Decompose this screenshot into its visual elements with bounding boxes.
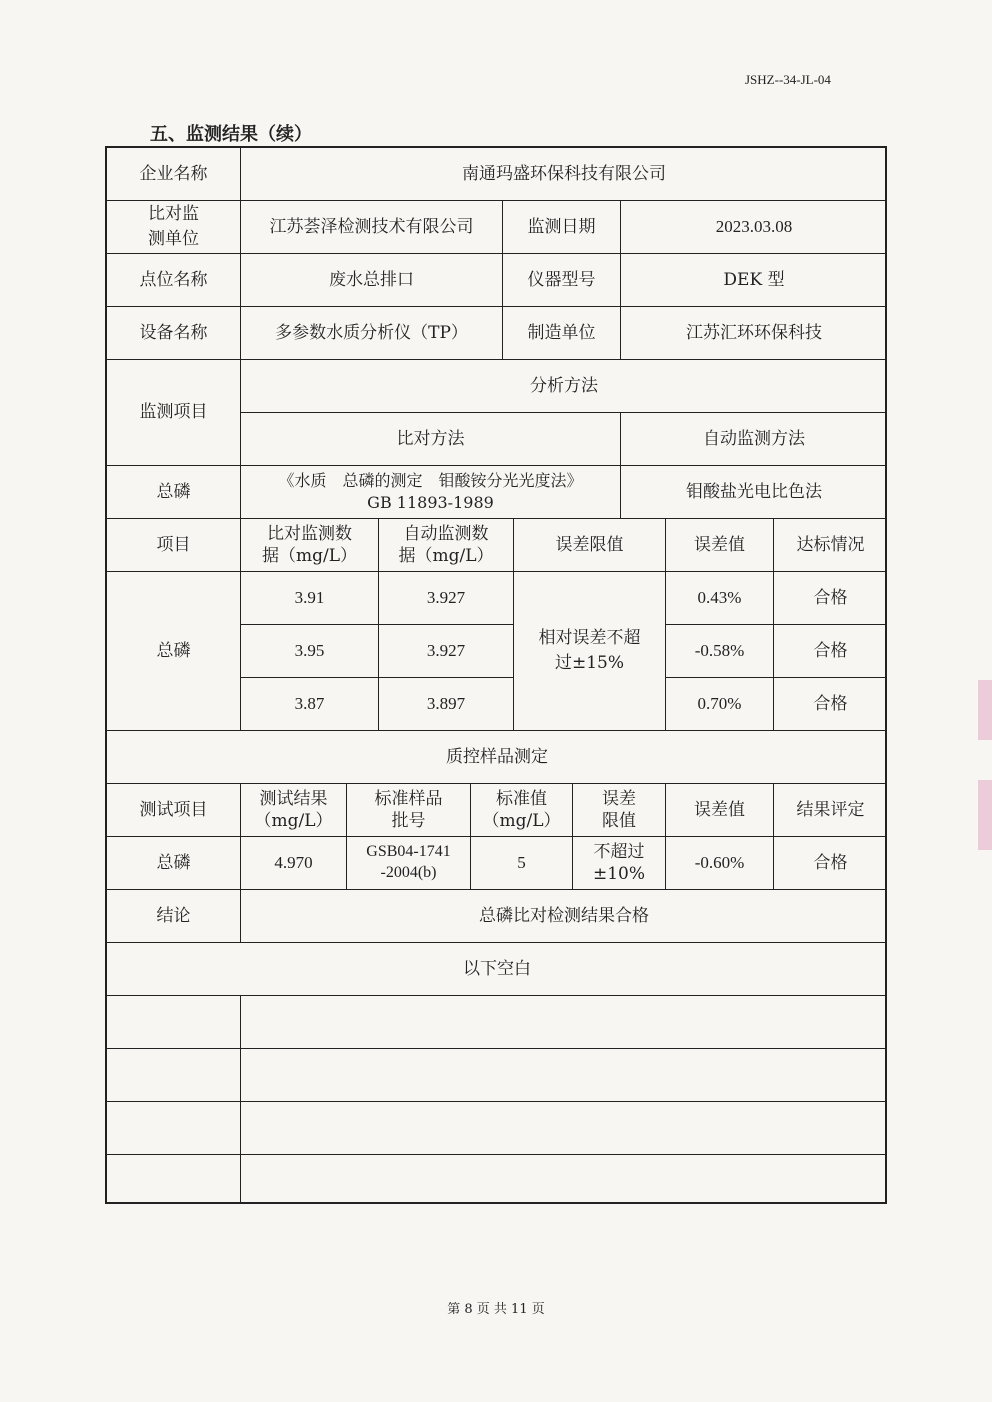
- compare-method-label: 比对方法: [241, 413, 621, 466]
- comparison-header-item: 项目: [107, 519, 241, 572]
- comparison-ref-1: 3.91: [241, 572, 379, 625]
- qc-item: 总磷: [107, 837, 241, 890]
- comparison-error-1: 0.43%: [666, 572, 774, 625]
- maker-value: 江苏汇环环保科技: [621, 307, 887, 360]
- conclusion-value: 总磷比对检测结果合格: [241, 890, 887, 943]
- empty-cell: [241, 996, 887, 1049]
- monitoring-results-table: [105, 146, 887, 1204]
- company-value: 南通玛盛环保科技有限公司: [241, 148, 887, 201]
- document-code: JSHZ--34-JL-04: [745, 72, 831, 87]
- comparison-auto-3: 3.897: [379, 678, 514, 731]
- empty-cell: [107, 1049, 241, 1102]
- auto-method-value: 钼酸盐光电比色法: [621, 466, 887, 519]
- conclusion-label: 结论: [107, 890, 241, 943]
- qc-header-error: 误差值: [666, 784, 774, 837]
- section-title: 五、监测结果（续）: [150, 124, 312, 145]
- compare-unit-label: 比对监 测单位: [107, 201, 241, 254]
- maker-label: 制造单位: [503, 307, 621, 360]
- comparison-header-limit: 误差限值: [514, 519, 666, 572]
- site-value: 废水总排口: [241, 254, 503, 307]
- comparison-ref-2: 3.95: [241, 625, 379, 678]
- site-label: 点位名称: [107, 254, 241, 307]
- seal-fragment: [978, 780, 992, 850]
- empty-cell: [241, 1155, 887, 1202]
- comparison-ref-3: 3.87: [241, 678, 379, 731]
- blank-note: 以下空白: [107, 943, 887, 996]
- comparison-auto-1: 3.927: [379, 572, 514, 625]
- comparison-limit: 相对误差不超 过±15%: [514, 572, 666, 731]
- comparison-result-3: 合格: [774, 678, 887, 731]
- comparison-error-3: 0.70%: [666, 678, 774, 731]
- qc-limit: 不超过 ±10%: [573, 837, 666, 890]
- device-value: 多参数水质分析仪（TP）: [241, 307, 503, 360]
- empty-cell: [107, 1102, 241, 1155]
- qc-header-result: 测试结果 （mg/L）: [241, 784, 347, 837]
- empty-cell: [241, 1102, 887, 1155]
- comparison-header-auto: 自动监测数 据（mg/L）: [379, 519, 514, 572]
- model-label: 仪器型号: [503, 254, 621, 307]
- compare-unit-value: 江苏荟泽检测技术有限公司: [241, 201, 503, 254]
- analysis-method-label: 分析方法: [241, 360, 887, 413]
- device-label: 设备名称: [107, 307, 241, 360]
- comparison-header-error: 误差值: [666, 519, 774, 572]
- method-param: 总磷: [107, 466, 241, 519]
- comparison-error-2: -0.58%: [666, 625, 774, 678]
- comparison-result-2: 合格: [774, 625, 887, 678]
- comparison-header-result: 达标情况: [774, 519, 887, 572]
- qc-header-item: 测试项目: [107, 784, 241, 837]
- page-footer: 第 8 页 共 11 页: [447, 1302, 545, 1317]
- empty-cell: [107, 996, 241, 1049]
- qc-header-std: 标准值 （mg/L）: [471, 784, 573, 837]
- comparison-param: 总磷: [107, 572, 241, 731]
- qc-error: -0.60%: [666, 837, 774, 890]
- qc-eval: 合格: [774, 837, 887, 890]
- qc-result: 4.970: [241, 837, 347, 890]
- comparison-header-ref: 比对监测数 据（mg/L）: [241, 519, 379, 572]
- qc-header-batch: 标准样品 批号: [347, 784, 471, 837]
- seal-fragment: [978, 680, 992, 740]
- company-label: 企业名称: [107, 148, 241, 201]
- qc-std: 5: [471, 837, 573, 890]
- model-value: DEK 型: [621, 254, 887, 307]
- comparison-auto-2: 3.927: [379, 625, 514, 678]
- qc-header-eval: 结果评定: [774, 784, 887, 837]
- auto-method-label: 自动监测方法: [621, 413, 887, 466]
- qc-title: 质控样品测定: [107, 731, 887, 784]
- empty-cell: [107, 1155, 241, 1202]
- date-label: 监测日期: [503, 201, 621, 254]
- date-value: 2023.03.08: [621, 201, 887, 254]
- comparison-result-1: 合格: [774, 572, 887, 625]
- qc-header-limit: 误差 限值: [573, 784, 666, 837]
- compare-method-value: 《水质 总磷的测定 钼酸铵分光光度法》 GB 11893-1989: [241, 466, 621, 519]
- qc-batch: GSB04-1741 -2004(b): [347, 837, 471, 890]
- empty-cell: [241, 1049, 887, 1102]
- monitor-item-label: 监测项目: [107, 360, 241, 466]
